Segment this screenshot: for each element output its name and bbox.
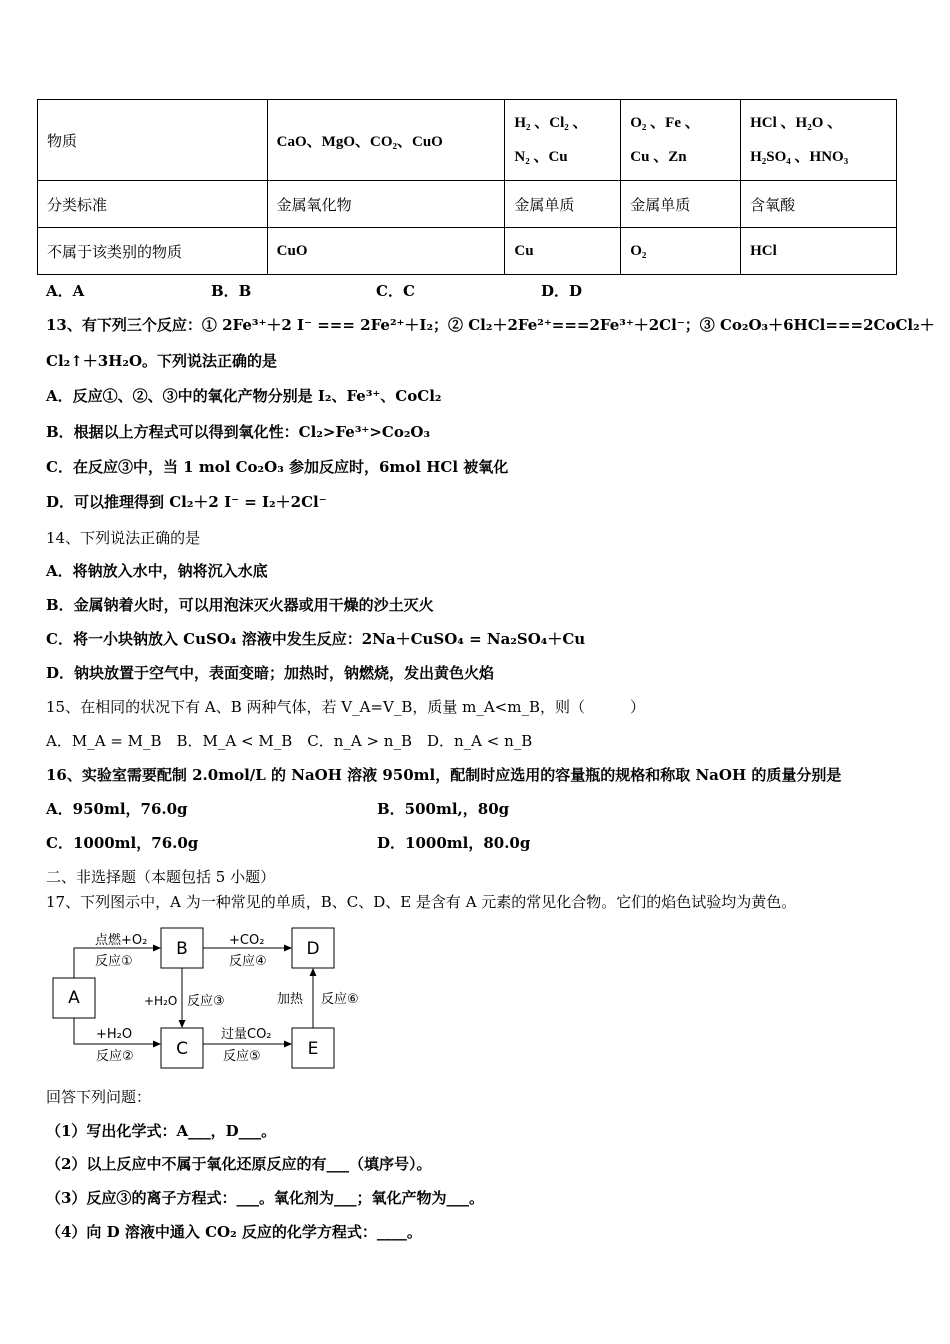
classification-table	[37, 99, 897, 275]
option-d: D．1000ml，80.0g	[377, 834, 531, 852]
cell-line: H₂SO₄ 、HNO₃	[750, 149, 849, 165]
table-cell: 金属单质	[621, 181, 741, 228]
sub-question-2: （2）以上反应中不属于氧化还原反应的有___（填序号）。	[46, 1155, 432, 1173]
table-row	[38, 228, 897, 275]
q13-stem-cont: Cl₂↑＋3H₂O。下列说法正确的是	[46, 352, 278, 370]
reaction-5-condition: 过量CO₂	[221, 1027, 272, 1042]
section-heading: 二、非选择题（本题包括 5 小题）	[46, 868, 276, 886]
cell-line: HCl 、H₂O 、	[750, 115, 843, 131]
q14-option-d: D．钠块放置于空气中，表面变暗；加热时，钠燃烧，发出黄色火焰	[46, 664, 495, 682]
sub-question-1: （1）写出化学式：A___，D___。	[46, 1122, 277, 1140]
table-cell: CaO、MgO、CO₂、CuO	[267, 100, 505, 181]
table-cell	[505, 100, 621, 181]
reaction-1-label: 反应①	[95, 954, 133, 969]
reaction-2-condition: +H₂O	[96, 1027, 133, 1042]
q15-stem: 15、在相同的状况下有 A、B 两种气体，若 V_A=V_B，质量 m_A<m_B，则（ ）	[46, 698, 645, 716]
reaction-2-label: 反应②	[96, 1049, 134, 1064]
q13-stem: 13、有下列三个反应：① 2Fe³⁺＋2 I⁻ === 2Fe²⁺＋I₂；② Cl₂＋2Fe²⁺===2Fe³⁺＋2Cl⁻；③ Co₂O₃＋6HCl===2CoCl₂＋	[46, 316, 935, 334]
reaction-3-label: 反应③	[187, 994, 225, 1009]
table-cell: 物质	[38, 100, 268, 181]
q17-stem: 17、下列图示中，A 为一种常见的单质，B、C、D、E 是含有 A 元素的常见化合物。它们的焰色试验均为黄色。	[46, 893, 797, 911]
reaction-1-condition: 点燃+O₂	[95, 933, 148, 948]
node-e-label: E	[307, 1039, 319, 1059]
option-c: C．1000ml，76.0g	[46, 834, 199, 852]
cell-line: O₂ 、Fe 、	[630, 115, 700, 131]
table-cell: 金属单质	[505, 181, 621, 228]
option-b: B．500ml,，80g	[377, 800, 510, 818]
reaction-3-condition: +H₂O	[144, 994, 178, 1008]
q14-option-a: A．将钠放入水中，钠将沉入水底	[46, 562, 268, 580]
table-cell: HCl	[741, 228, 897, 275]
sub-question-3: （3）反应③的离子方程式：___。氧化剂为___；氧化产物为___。	[46, 1189, 484, 1207]
q15-options: A．M_A = M_B B．M_A < M_B C．n_A > n_B D．n_A < n_B	[46, 732, 533, 750]
q13-option-b: B．根据以上方程式可以得到氧化性：Cl₂>Fe³⁺>Co₂O₃	[46, 423, 431, 441]
node-a-label: A	[68, 988, 80, 1008]
option-c: C．C	[376, 282, 415, 300]
cell-line: H₂ 、Cl₂ 、	[514, 115, 588, 131]
table-cell	[621, 100, 741, 181]
table-cell: 含氧酸	[741, 181, 897, 228]
q14-option-c: C．将一小块钠放入 CuSO₄ 溶液中发生反应：2Na＋CuSO₄ = Na₂SO₄＋Cu	[46, 630, 586, 648]
table-cell: O₂	[621, 228, 741, 275]
reaction-5-label: 反应⑤	[223, 1049, 261, 1064]
q12-options	[46, 281, 582, 301]
table-cell: 不属于该类别的物质	[38, 228, 268, 275]
q16-options-row2	[46, 833, 530, 853]
q14-stem: 14、下列说法正确的是	[46, 529, 201, 547]
reaction-4-label: 反应④	[229, 954, 267, 969]
answer-intro: 回答下列问题：	[46, 1088, 152, 1106]
table-cell: CuO	[267, 228, 505, 275]
q13-option-d: D．可以推理得到 Cl₂＋2 I⁻ = I₂＋2Cl⁻	[46, 493, 327, 511]
option-a: A．A	[46, 282, 85, 300]
option-d: D．D	[541, 282, 583, 300]
q13-option-c: C．在反应③中，当 1 mol Co₂O₃ 参加反应时，6mol HCl 被氧化	[46, 458, 509, 476]
reaction-6-label: 反应⑥	[321, 992, 359, 1007]
option-b: B．B	[211, 282, 252, 300]
q16-stem: 16、实验室需要配制 2.0mol/L 的 NaOH 溶液 950ml，配制时应选用的容量瓶的规格和称取 NaOH 的质量分别是	[46, 766, 842, 784]
q16-options-row1	[46, 799, 509, 819]
reaction-4-condition: +CO₂	[229, 933, 265, 948]
node-d-label: D	[306, 939, 320, 959]
table-row	[38, 181, 897, 228]
table-row	[38, 100, 897, 181]
cell-line: N₂ 、Cu	[514, 149, 568, 165]
q13-option-a: A．反应①、②、③中的氧化产物分别是 I₂、Fe³⁺、CoCl₂	[46, 387, 442, 405]
node-c-label: C	[176, 1039, 188, 1059]
table-cell: Cu	[505, 228, 621, 275]
reaction-6-condition: 加热	[277, 992, 304, 1007]
option-a: A．950ml，76.0g	[46, 800, 188, 818]
table-cell: 金属氧化物	[267, 181, 505, 228]
q14-option-b: B．金属钠着火时，可以用泡沫灭火器或用干燥的沙土灭火	[46, 596, 434, 614]
sub-question-4: （4）向 D 溶液中通入 CO₂ 反应的化学方程式：____。	[46, 1223, 422, 1241]
reaction-diagram	[45, 924, 425, 1074]
cell-line: Cu 、Zn	[630, 149, 687, 165]
table-cell: 分类标准	[38, 181, 268, 228]
node-b-label: B	[176, 939, 188, 959]
table-cell	[741, 100, 897, 181]
